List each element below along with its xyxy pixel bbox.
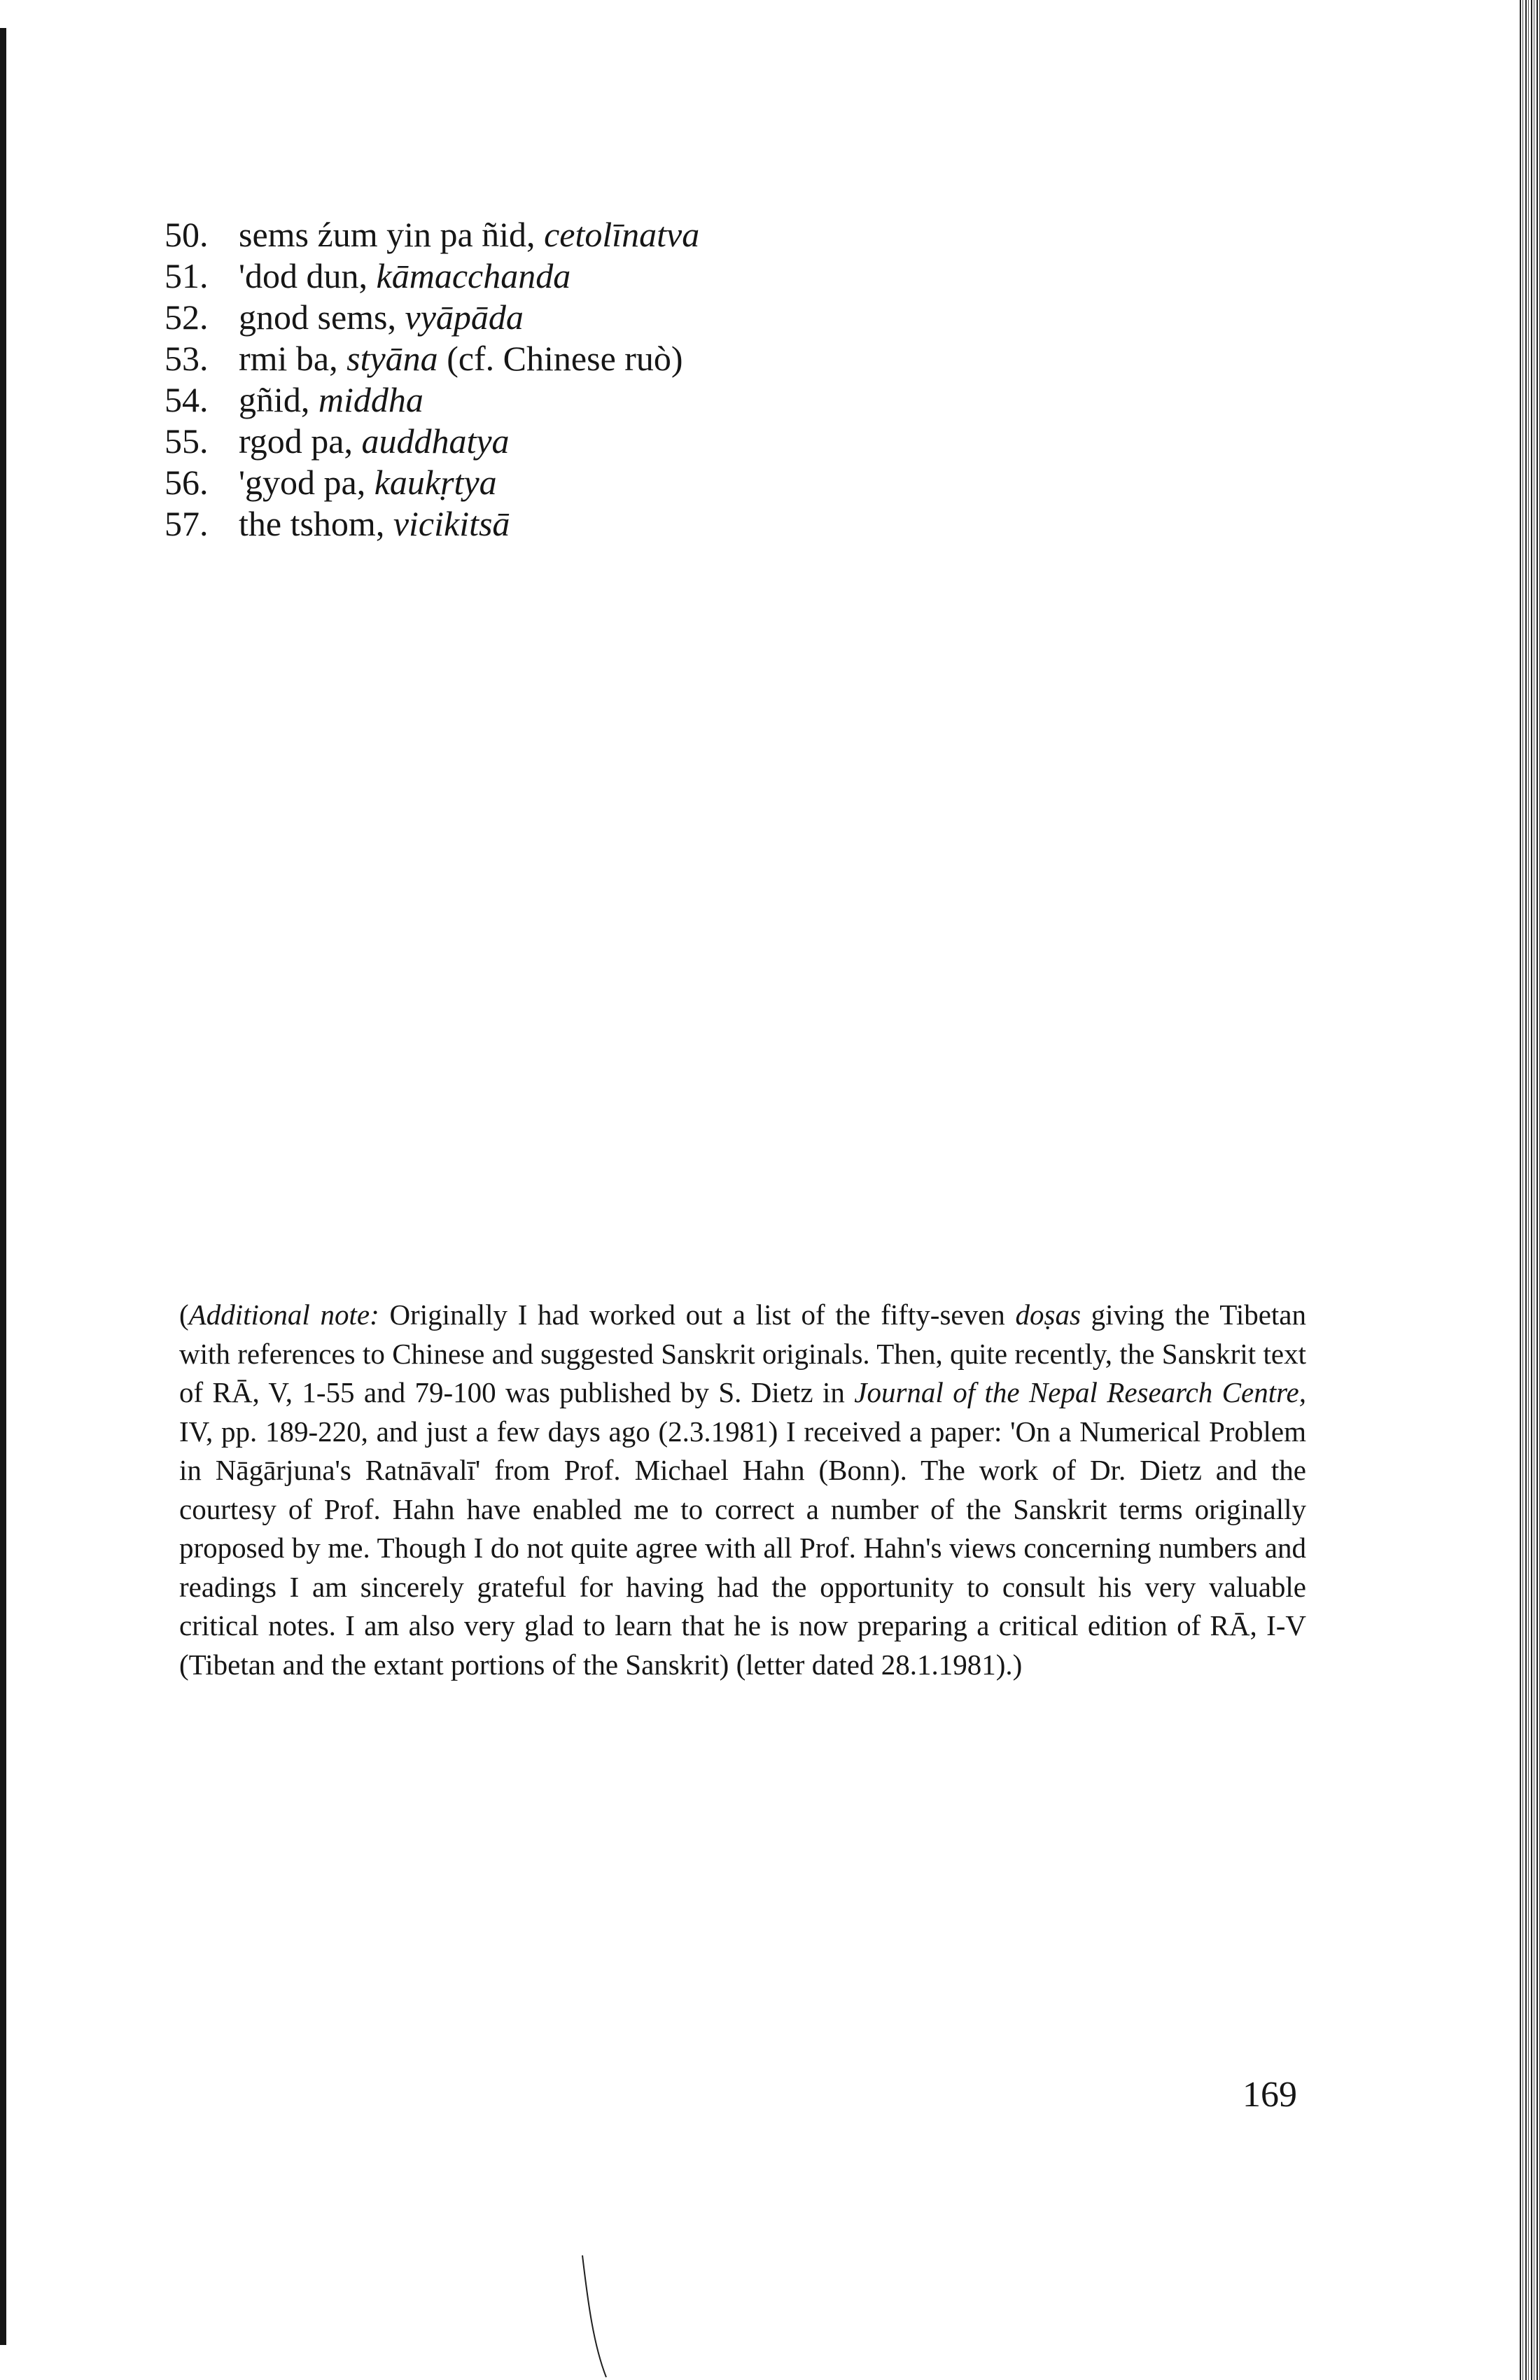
note-text-1: Originally I had worked out a list of the fifty-seven [379, 1298, 1016, 1331]
item-number: 56. [164, 463, 209, 502]
sanskrit-term: styāna [346, 339, 438, 378]
note-open-paren: ( [179, 1298, 189, 1331]
tibetan-term: 'gyod pa, [239, 463, 366, 502]
sanskrit-term: vyāpāda [405, 298, 524, 337]
list-item [164, 462, 699, 503]
list-item [164, 421, 699, 462]
item-number: 55. [164, 421, 209, 461]
item-number: 52. [164, 298, 209, 337]
tibetan-term: rgod pa, [239, 421, 353, 461]
sanskrit-term: middha [318, 380, 424, 419]
tibetan-term: gñid, [239, 380, 310, 419]
tibetan-term: gnod sems, [239, 298, 396, 337]
stray-pen-mark [581, 2254, 609, 2380]
item-number: 57. [164, 504, 209, 543]
tibetan-term: the tshom, [239, 504, 385, 543]
note-dosas: doṣas [1015, 1298, 1081, 1331]
chinese-reference: (cf. Chinese ruò) [447, 339, 683, 378]
list-item [164, 503, 699, 545]
term-list [164, 214, 699, 545]
list-item [164, 379, 699, 421]
scan-right-edge [1518, 0, 1540, 2380]
item-number: 53. [164, 339, 209, 378]
list-item [164, 338, 699, 379]
note-journal-title: Journal of the Nepal Research Centre, [854, 1376, 1307, 1408]
sanskrit-term: cetolīnatva [544, 215, 700, 254]
additional-note [179, 1296, 1306, 1684]
item-number: 51. [164, 256, 209, 295]
sanskrit-term: kaukṛtya [374, 463, 497, 502]
item-number: 54. [164, 380, 209, 419]
page-number: 169 [1242, 2075, 1297, 2115]
tibetan-term: sems źum yin pa ñid, [239, 215, 536, 254]
note-text-3: IV, pp. 189-220, and just a few days ago (2.3.1981) I received a paper: 'On a Numerical Problem in Nāgārjuna's Ratnāvalī' from Prof. Michael Hahn (Bonn). The work of Dr. Dietz and the courtesy of Prof. Hahn have enabled me to correct a number of the Sanskrit terms originally proposed by me. Though I do not quite agree with all Prof. Hahn's views concerning numbers and readings I am sincerely grateful for having had the opportunity to consult his very valuable critical notes. I am also very glad to learn that he is now preparing a critical edition of RĀ, I-V (Tibetan and the extant portions of the Sanskrit) (letter dated 28.1.1981).) [179, 1415, 1306, 1681]
sanskrit-term: auddhatya [361, 421, 510, 461]
item-number: 50. [164, 215, 209, 254]
note-text-2: giving the Tibetan with references to Chinese and suggested Sanskrit originals. Then, quite recently, the Sanskrit text of RĀ, V, 1-55 and 79-100 was published by S. Dietz in [179, 1298, 1306, 1408]
scan-left-edge [0, 28, 6, 2345]
tibetan-term: 'dod dun, [239, 256, 368, 295]
list-item [164, 297, 699, 338]
list-item [164, 255, 699, 297]
sanskrit-term: vicikitsā [393, 504, 510, 543]
sanskrit-term: kāmacchanda [376, 256, 571, 295]
tibetan-term: rmi ba, [239, 339, 338, 378]
note-label: Additional note: [188, 1298, 379, 1331]
list-item [164, 214, 699, 255]
